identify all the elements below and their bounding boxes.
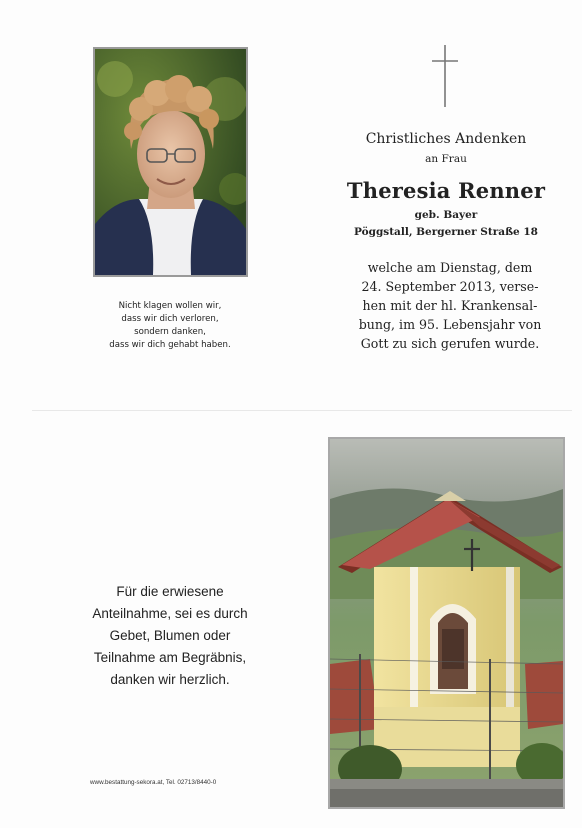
birth-name: geb. Bayer [414,209,478,221]
thanks-line: Anteilnahme, sei es durch [92,606,248,621]
thanks-text [70,581,270,691]
funeral-home-footer: www.bestattung-sekora.at, Tel. 02713/8440-0 [90,779,217,786]
quote-line: dass wir dich verloren, [121,314,219,324]
chapel-photo [328,437,565,809]
notice-line: bung, im 95. Lebensjahr von [358,317,542,332]
portrait-photo [93,47,248,277]
quote-line: dass wir dich gehabt haben. [109,340,231,350]
quote-line: Nicht klagen wollen wir, [118,301,222,311]
quote-line: sondern danken, [134,327,206,337]
notice-line: welche am Dienstag, dem [367,260,533,275]
notice-line: 24. September 2013, verse- [361,279,539,294]
cross-icon [430,45,460,107]
thanks-line: Gebet, Blumen oder [109,628,231,643]
deceased-name: Theresia Renner [346,178,546,203]
thanks-line: Für die erwiesene [116,584,224,599]
salutation: an Frau [425,153,467,165]
address: Pöggstall, Bergerner Straße 18 [354,226,538,238]
death-notice-text [340,258,560,353]
thanks-line: danken wir herzlich. [110,672,230,687]
memorial-quote [84,300,256,352]
fold-divider [32,410,572,411]
thanks-line: Teilnahme am Begräbnis, [93,650,247,665]
notice-line: Gott zu sich gerufen wurde. [360,336,540,351]
notice-line: hen mit der hl. Krankensal- [362,298,538,313]
card-heading: Christliches Andenken [365,131,527,147]
